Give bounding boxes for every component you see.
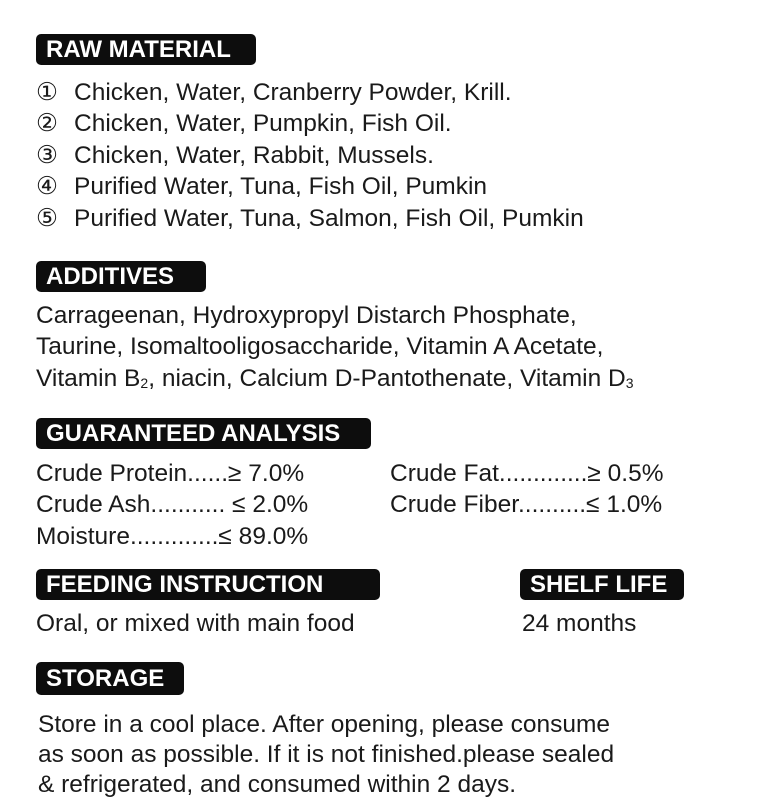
item-text: Purified Water, Tuna, Salmon, Fish Oil, Pumkin	[74, 205, 584, 232]
list-item	[36, 109, 452, 139]
storage-line: & refrigerated, and consumed within 2 days.	[38, 771, 517, 798]
item-text: Purified Water, Tuna, Fish Oil, Pumkin	[74, 173, 488, 200]
item-text: Chicken, Water, Cranberry Powder, Krill.	[74, 79, 512, 106]
text: , niacin, Calcium D-Pantothenate, Vitamin D	[148, 365, 626, 392]
feeding-text: Oral, or mixed with main food	[36, 610, 355, 637]
guaranteed-analysis-heading: GUARANTEED ANALYSIS	[36, 418, 371, 449]
shelf-life-heading: SHELF LIFE	[520, 569, 684, 600]
storage-line: Store in a cool place. After opening, please consume	[38, 711, 611, 738]
analysis-value: Moisture.............≤ 89.0%	[36, 523, 309, 550]
item-number: ②	[36, 110, 58, 137]
analysis-value: Crude Protein......≥ 7.0%	[36, 460, 305, 487]
analysis-value: Crude Fat.............≥ 0.5%	[390, 460, 664, 487]
additives-line: Taurine, Isomaltooligosaccharide, Vitamin A Acetate,	[36, 333, 604, 360]
subscript: 3	[625, 375, 634, 391]
analysis-value: Crude Fiber..........≤ 1.0%	[390, 491, 663, 518]
list-item	[36, 78, 512, 108]
list-item	[36, 172, 487, 202]
shelf-life-text: 24 months	[522, 610, 637, 637]
text: Vitamin B	[36, 365, 141, 392]
item-text: Chicken, Water, Rabbit, Mussels.	[74, 142, 434, 169]
list-item	[36, 204, 584, 234]
list-item	[36, 141, 434, 171]
storage-heading: STORAGE	[36, 662, 184, 695]
item-number: ④	[36, 173, 58, 200]
analysis-value: Crude Ash........... ≤ 2.0%	[36, 491, 309, 518]
item-text: Chicken, Water, Pumpkin, Fish Oil.	[74, 110, 452, 137]
raw-material-heading: RAW MATERIAL	[36, 34, 256, 65]
subscript: 2	[140, 375, 149, 391]
item-number: ①	[36, 79, 58, 106]
item-number: ⑤	[36, 205, 58, 232]
additives-heading: ADDITIVES	[36, 261, 206, 292]
additives-line	[36, 364, 634, 398]
storage-line: as soon as possible. If it is not finished.please sealed	[38, 741, 615, 768]
additives-line: Carrageenan, Hydroxypropyl Distarch Phosphate,	[36, 302, 577, 329]
item-number: ③	[36, 142, 58, 169]
feeding-heading: FEEDING INSTRUCTION	[36, 569, 380, 600]
